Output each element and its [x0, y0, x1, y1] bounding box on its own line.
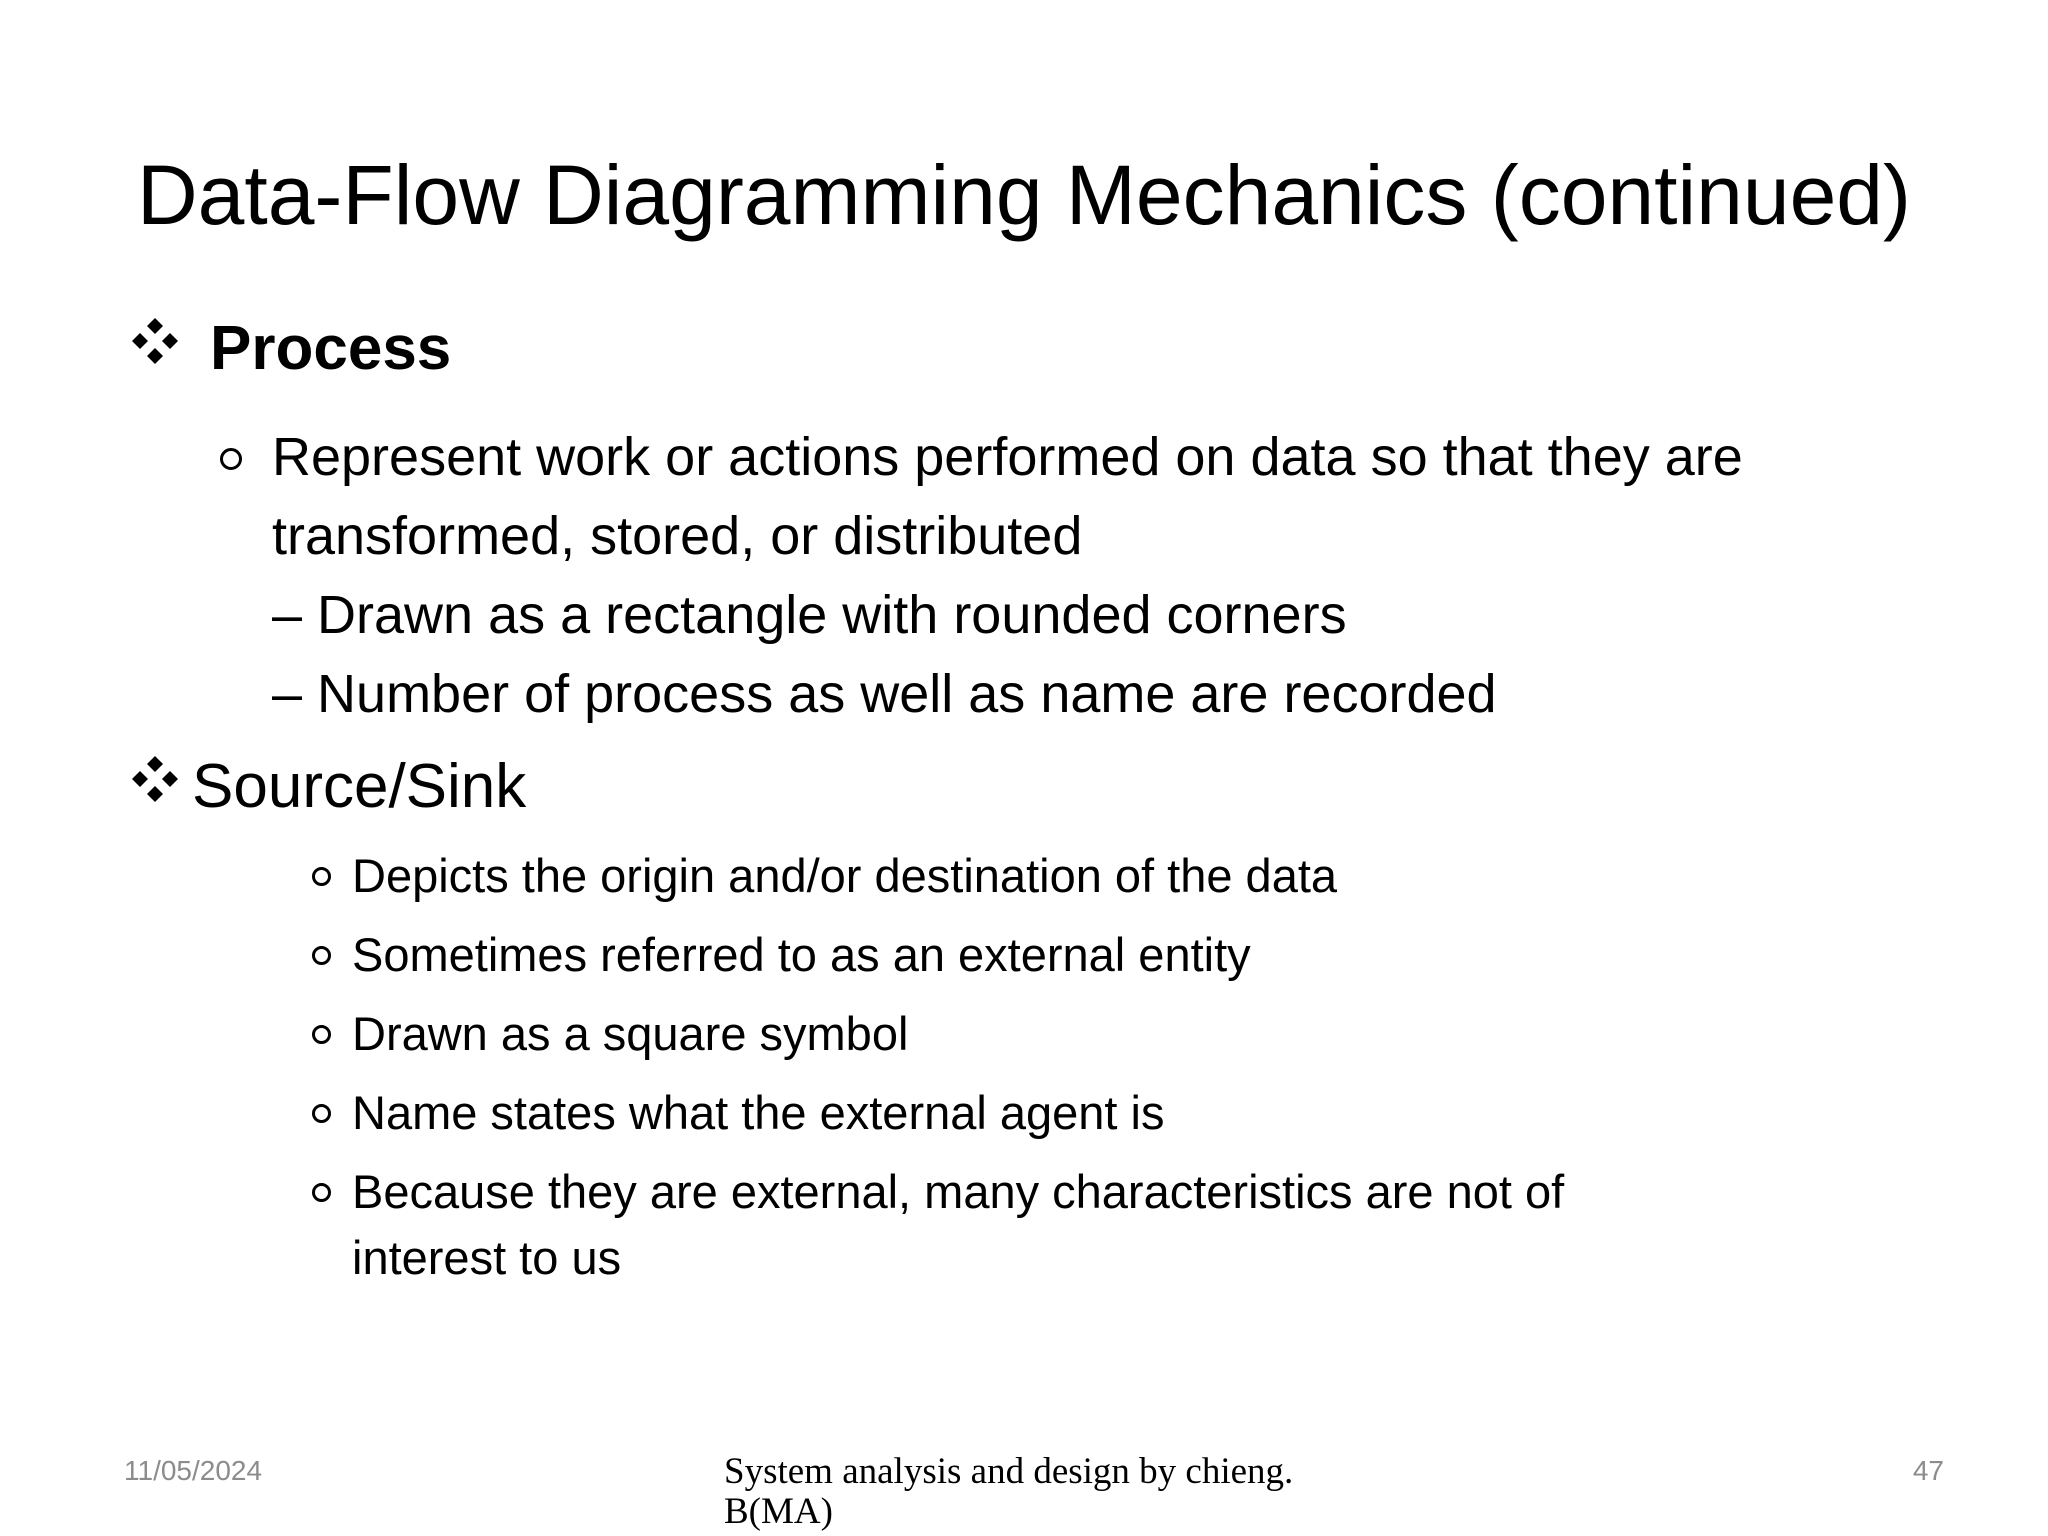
source-sink-point-text-continued: interest to us [352, 1231, 622, 1284]
circle-bullet-icon [312, 946, 331, 965]
section-heading-process: Process [210, 314, 452, 383]
four-diamond-bullet-icon [130, 754, 180, 804]
footer-caption [724, 1452, 1364, 1532]
circle-bullet-icon [220, 448, 242, 470]
process-subpoint: – Number of process as well as name are recorded [272, 664, 1497, 724]
slide-title: Data-Flow Diagramming Mechanics (continued) [136, 148, 1911, 242]
process-point-text: Represent work or actions performed on data so that they are transformed, stored, or distributed [272, 427, 1743, 566]
circle-bullet-icon [312, 1025, 331, 1044]
circle-bullet-icon [312, 1183, 331, 1202]
bullet-process [130, 310, 451, 388]
source-sink-point-text: Sometimes referred to as an external entity [352, 928, 1251, 981]
section-heading-source-sink: Source/Sink [192, 752, 527, 821]
source-sink-point-text: Name states what the external agent is [352, 1086, 1165, 1139]
footer-caption-line: B(MA) [724, 1491, 833, 1532]
page-number: 47 [1912, 1455, 1944, 1486]
bullet-source-sink [130, 748, 526, 826]
source-sink-point-text: Drawn as a square symbol [352, 1007, 909, 1060]
process-subpoint: – Drawn as a rectangle with rounded corners [272, 585, 1347, 645]
circle-bullet-icon [312, 1104, 331, 1123]
source-sink-point-text: Because they are external, many characteristics are not of [352, 1165, 1565, 1218]
footer-caption-line: System analysis and design by chieng. [724, 1451, 1294, 1492]
four-diamond-bullet-icon [130, 316, 180, 366]
source-sink-point-text: Depicts the origin and/or destination of the data [352, 849, 1338, 902]
circle-bullet-icon [312, 867, 331, 886]
footer-date: 11/05/2024 [124, 1455, 263, 1486]
